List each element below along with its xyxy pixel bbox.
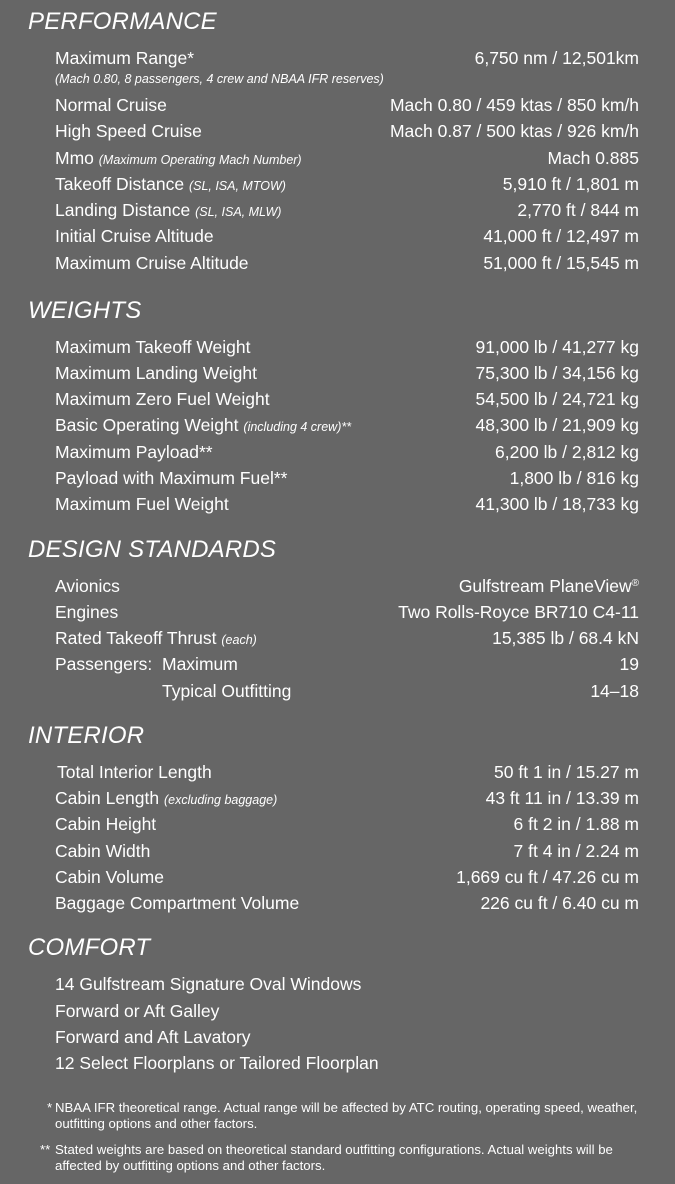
- performance-heading: PERFORMANCE: [28, 8, 217, 35]
- spec-row-cabin-width: [55, 838, 639, 864]
- spec-row-initial-cruise-altitude: [55, 223, 639, 249]
- comfort-item-text: 12 Select Floorplans or Tailored Floorplan: [55, 1053, 379, 1073]
- comfort-item: [55, 971, 639, 997]
- footnote-weights: [40, 1142, 640, 1174]
- comfort-item: [55, 1024, 639, 1050]
- spec-row-max-landing-weight: [55, 360, 639, 386]
- spec-note: (SL, ISA, MLW): [195, 205, 282, 219]
- spec-note: (excluding baggage): [164, 793, 278, 807]
- spec-row-high-speed-cruise: [55, 118, 639, 144]
- spec-value: 6,750 nm / 12,501km: [474, 48, 639, 68]
- spec-row-max-fuel-weight: [55, 491, 639, 517]
- spec-label: Maximum Zero Fuel Weight: [55, 389, 270, 409]
- spec-value: 50 ft 1 in / 15.27 m: [494, 762, 639, 782]
- spec-value: 2,770 ft / 844 m: [517, 200, 639, 220]
- spec-value: 54,500 lb / 24,721 kg: [475, 389, 639, 409]
- spec-row-maximum-payload: [55, 439, 639, 465]
- comfort-item-text: 14 Gulfstream Signature Oval Windows: [55, 974, 362, 994]
- spec-label: Maximum Takeoff Weight: [55, 337, 251, 357]
- spec-label: Maximum Landing Weight: [55, 363, 257, 383]
- spec-row-basic-operating-weight: [55, 412, 639, 438]
- spec-label: Landing Distance: [55, 200, 191, 220]
- spec-label: Initial Cruise Altitude: [55, 226, 214, 246]
- spec-note: (including 4 crew)**: [243, 420, 352, 434]
- spec-value: 41,300 lb / 18,733 kg: [475, 494, 639, 514]
- spec-label: High Speed Cruise: [55, 121, 202, 141]
- spec-label: Rated Takeoff Thrust: [55, 628, 217, 648]
- spec-value: 14–18: [590, 681, 639, 701]
- footnote-text: Stated weights are based on theoretical standard outfitting configurations. Actual weights will be affected by outfitting options and other factors.: [55, 1142, 613, 1173]
- spec-row-takeoff-distance: [55, 171, 639, 197]
- spec-value: 75,300 lb / 34,156 kg: [475, 363, 639, 383]
- spec-row-payload-max-fuel: [55, 465, 639, 491]
- spec-label: Typical Outfitting: [162, 681, 292, 701]
- spec-label: Basic Operating Weight: [55, 415, 239, 435]
- spec-label: Baggage Compartment Volume: [55, 893, 300, 913]
- spec-label: Normal Cruise: [55, 95, 167, 115]
- spec-row-passengers-maximum: [55, 651, 639, 677]
- spec-value: 15,385 lb / 68.4 kN: [492, 628, 639, 648]
- footnote-text: NBAA IFR theoretical range. Actual range will be affected by ATC routing, operating speed, weather, outfitting options and other factors.: [55, 1100, 638, 1131]
- spec-note: (SL, ISA, MTOW): [188, 179, 286, 193]
- spec-label: Engines: [55, 602, 119, 622]
- spec-label: Cabin Width: [55, 841, 151, 861]
- spec-label: Maximum Range*: [55, 48, 195, 68]
- spec-value: Two Rolls-Royce BR710 C4-11: [398, 602, 639, 622]
- spec-value: 1,669 cu ft / 47.26 cu m: [456, 867, 639, 887]
- spec-row-passengers-typical: [55, 678, 639, 704]
- spec-value: Mach 0.885: [547, 148, 639, 168]
- spec-value: 5,910 ft / 1,801 m: [502, 174, 639, 194]
- spec-label: Passengers: Maximum: [55, 654, 238, 674]
- spec-row-normal-cruise: [55, 92, 639, 118]
- spec-row-max-takeoff-weight: [55, 334, 639, 360]
- spec-label: Cabin Height: [55, 814, 157, 834]
- spec-value: 43 ft 11 in / 13.39 m: [485, 788, 639, 808]
- spec-row-cabin-volume: [55, 864, 639, 890]
- spec-label: Payload with Maximum Fuel**: [55, 468, 288, 488]
- interior-heading: INTERIOR: [28, 722, 145, 749]
- spec-label: Avionics: [55, 576, 120, 596]
- spec-row-avionics: [55, 573, 639, 599]
- spec-row-maximum-cruise-altitude: [55, 250, 639, 276]
- spec-row-cabin-height: [55, 811, 639, 837]
- spec-row-max-zero-fuel-weight: [55, 386, 639, 412]
- spec-value: 6,200 lb / 2,812 kg: [495, 442, 639, 462]
- spec-value: Mach 0.80 / 459 ktas / 850 km/h: [389, 95, 639, 115]
- spec-value: 6 ft 2 in / 1.88 m: [513, 814, 639, 834]
- spec-row-landing-distance: [55, 197, 639, 223]
- spec-row-baggage-volume: [55, 890, 639, 916]
- spec-row-engines: [55, 599, 639, 625]
- spec-label: Maximum Payload**: [55, 442, 213, 462]
- spec-value: 51,000 ft / 15,545 m: [483, 253, 639, 273]
- comfort-item: [55, 1050, 639, 1076]
- registered-mark: ®: [631, 578, 639, 589]
- spec-value: 7 ft 4 in / 2.24 m: [513, 841, 639, 861]
- footnote-mark: **: [40, 1142, 51, 1157]
- spec-label: Maximum Cruise Altitude: [55, 253, 249, 273]
- spec-value: Gulfstream PlaneView: [458, 576, 632, 596]
- comfort-item-text: Forward and Aft Lavatory: [55, 1027, 251, 1047]
- spec-value: 19: [619, 654, 639, 674]
- spec-label: Cabin Length: [55, 788, 160, 808]
- spec-value: 41,000 ft / 12,497 m: [483, 226, 639, 246]
- spec-note: (Maximum Operating Mach Number): [98, 153, 302, 167]
- spec-row-maximum-range: [55, 45, 639, 71]
- spec-label: Takeoff Distance: [55, 174, 185, 194]
- footnote-mark: *: [47, 1100, 53, 1115]
- range-conditions-note: (Mach 0.80, 8 passengers, 4 crew and NBAA IFR reserves): [55, 72, 384, 86]
- spec-label: Maximum Fuel Weight: [55, 494, 229, 514]
- comfort-heading: COMFORT: [28, 934, 151, 961]
- spec-value: Mach 0.87 / 500 ktas / 926 km/h: [389, 121, 639, 141]
- design-standards-heading: DESIGN STANDARDS: [28, 536, 277, 563]
- weights-heading: WEIGHTS: [28, 297, 142, 324]
- comfort-item-text: Forward or Aft Galley: [55, 1001, 220, 1021]
- spec-row-cabin-length: [55, 785, 639, 811]
- spec-label: Total Interior Length: [57, 762, 212, 782]
- spec-row-mmo: [55, 145, 639, 171]
- spec-value: 226 cu ft / 6.40 cu m: [480, 893, 639, 913]
- comfort-item: [55, 998, 639, 1024]
- spec-note: (each): [221, 633, 257, 647]
- spec-row-rated-takeoff-thrust: [55, 625, 639, 651]
- spec-row-total-interior-length: [55, 759, 639, 785]
- spec-value: 91,000 lb / 41,277 kg: [475, 337, 639, 357]
- spec-label: Mmo: [55, 148, 94, 168]
- spec-label: Cabin Volume: [55, 867, 164, 887]
- spec-value: 48,300 lb / 21,909 kg: [475, 415, 639, 435]
- footnote-range: [40, 1100, 640, 1132]
- spec-value: 1,800 lb / 816 kg: [509, 468, 639, 488]
